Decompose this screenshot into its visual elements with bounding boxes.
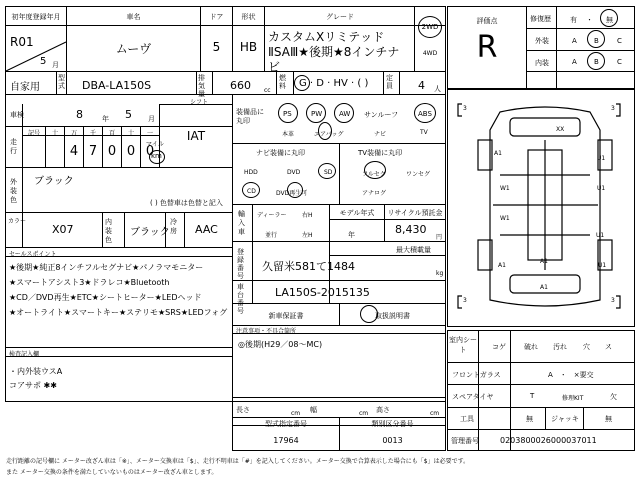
chassis-label: 車台番号: [237, 283, 244, 315]
fix-option-no: 無: [606, 16, 613, 24]
spare-opt-kit: 修理KIT: [562, 395, 584, 402]
diag-mark-a1-bumper: A1: [498, 262, 506, 269]
navi-dvd-play: DVD再生可: [276, 190, 308, 197]
sales-point-3: ★CD／DVD再生★ETC★シートヒーター★LEDヘッド: [9, 293, 202, 302]
control-number-label: 管理番号: [451, 437, 479, 445]
left-hand-label: 左H: [302, 232, 313, 239]
fix-degree-label: 修復歴: [530, 15, 551, 23]
diag-mark-w1-lower: W1: [500, 215, 510, 222]
km-unit: km: [151, 152, 162, 160]
width-unit: cm: [359, 410, 369, 417]
car-name: ムーヴ: [115, 42, 152, 56]
diag-mark-a1-tail: A1: [540, 284, 548, 291]
ex-note-text: ◎後期(H29／08〜MC): [238, 340, 323, 349]
header-shape: 形状: [241, 13, 256, 21]
ext-opt-a: A: [572, 37, 577, 45]
inspection-month: 5: [125, 108, 132, 121]
int-opt-c: C: [617, 58, 622, 66]
mileage-digit-2: 7: [88, 144, 98, 159]
inspection-year: 8: [76, 108, 83, 121]
fix-circle: [600, 9, 618, 27]
displacement-label: 排気量: [198, 74, 205, 98]
tools-value: 無: [526, 415, 533, 423]
year-unit: 年: [102, 115, 109, 123]
mileage-unit-2: 万: [70, 130, 77, 137]
interior-seat-label: 室内シート: [449, 336, 477, 354]
grade-value: カスタムXリミテッドⅡSAⅢ★後期★8インチナビ: [268, 30, 400, 74]
reg-era: R01: [10, 35, 34, 49]
spare-opt-t: T: [530, 392, 535, 400]
inspector-note-2: コアサポ ✱✱: [9, 381, 57, 390]
header-doors: ドア: [209, 13, 224, 21]
model-specified-label: 型式指定番号: [265, 420, 307, 428]
sales-point-4: ★オートライト★スマートキー★ステリモ★SRS★LEDフォグ: [9, 308, 228, 317]
ext-opt-c: C: [617, 37, 622, 45]
exterior-label: 外装: [535, 37, 549, 45]
footer-line-1: 走行距離の記号欄に メーター改ざん車は「※」、メーター交換車は「$」、走行不明車は「#」を記入してください。メーター交換で合算表示した場合にも「$」は必要です。: [6, 458, 470, 465]
ps-circle: [278, 103, 298, 123]
mileage-unit-1: 十: [51, 130, 58, 137]
distance-label: 走行: [10, 138, 17, 155]
seat-opt-burn: コゲ: [492, 343, 506, 351]
equip-tv: TV: [420, 129, 428, 136]
spare-opt-none: 欠: [610, 393, 617, 401]
cd-circle: [242, 182, 260, 198]
drive-4wd: 4WD: [422, 50, 438, 57]
drive-2wd: 2WD: [421, 23, 439, 31]
registration-number: 久留米581て1484: [262, 260, 355, 273]
diag-mark-u1-side: U1: [597, 185, 606, 192]
equip-aw: AW: [339, 110, 351, 118]
footer-line-2: また メーター交換の条件を満たしていないものはメーター改ざん車とします。: [6, 469, 218, 476]
inspector-note-1: ・内外装ウスA: [9, 367, 63, 376]
diag-mark-a1-left: A1: [494, 150, 502, 157]
diag-mark-u1-bumper: U1: [598, 262, 607, 269]
inspection-label: 車検: [10, 111, 24, 119]
new-warranty-label: 新車保証書: [268, 312, 304, 320]
model-year-unit: 年: [348, 231, 355, 239]
interior-circle: [587, 52, 605, 70]
exterior-color-label: 外装色: [10, 178, 17, 204]
equip-sunroof: サンルーフ: [364, 111, 399, 119]
diag-bracket-1: 3: [463, 105, 467, 112]
header-reg-year: 初年度登録年月: [11, 13, 61, 21]
equip-ps: PS: [283, 110, 292, 118]
pw-circle: [306, 103, 326, 123]
reg-month: 5: [40, 56, 47, 67]
seat-opt-tear: 破れ: [524, 343, 538, 351]
navi-dvd: DVD: [287, 169, 301, 176]
width-label: 幅: [310, 406, 317, 414]
fix-option-yes: 有: [570, 16, 577, 24]
dealer-label: ディーラー: [257, 212, 287, 219]
usage-value: 自家用: [10, 82, 40, 93]
reg-month-unit: 月: [52, 61, 59, 69]
spare-tire-label: スペアタイヤ: [452, 393, 494, 401]
navi-label: ナビ装備に丸印: [256, 149, 305, 157]
tv-label: TV装備に丸印: [358, 149, 403, 157]
fuel-options: G · D · HV · ( ): [299, 78, 369, 89]
mileage-digit-3: 0: [107, 144, 117, 159]
diag-mark-u1-rear: U1: [596, 232, 605, 239]
aircon-value: AAC: [195, 223, 218, 236]
manual-circle: [360, 305, 378, 323]
height-unit: cm: [430, 410, 440, 417]
cc-unit: cc: [264, 87, 271, 94]
exterior-color-value: ブラック: [34, 176, 74, 187]
navi-hdd: HDD: [244, 169, 258, 176]
kg-unit: kg: [436, 270, 444, 277]
sales-point-1: ★後期★純正8インチフルセグナビ★パノラマモニター: [9, 263, 204, 272]
interior-label: 内装: [535, 59, 549, 67]
jack-value: 無: [605, 415, 612, 423]
exterior-circle: [587, 30, 605, 48]
inspector-notes-label: 検査記入欄: [9, 351, 40, 358]
seat-opt-su: ス: [605, 343, 612, 351]
interior-color-label: 内装色: [105, 218, 112, 244]
car-diagram: [458, 104, 620, 308]
tv-oneseg: ワンセグ: [406, 171, 431, 178]
diag-mark-a1-rear: A1: [540, 258, 548, 265]
right-hand-label: 右H: [302, 212, 313, 219]
interior-color-value: ブラック: [130, 227, 170, 238]
displacement-value: 660: [230, 79, 251, 92]
person-unit: 人: [434, 85, 441, 93]
seat-opt-hole: 穴: [583, 343, 590, 351]
reg-number-label: 登録番号: [237, 248, 244, 280]
navi-sd: SD: [324, 169, 333, 176]
equip-abs: ABS: [418, 110, 432, 118]
shape-value: HB: [239, 40, 258, 54]
month-unit: 月: [148, 115, 155, 123]
int-opt-a: A: [572, 58, 577, 66]
sd-circle: [318, 163, 336, 179]
rating-box-label: 評価点: [476, 17, 498, 25]
model-label: 型式: [58, 74, 65, 90]
header-grade: グレード: [326, 13, 354, 21]
fuel-label: 燃料: [279, 74, 286, 90]
fullseg-circle: [364, 161, 386, 179]
recycle-label: リサイクル預託金: [387, 209, 443, 217]
parallel-label: 並行: [265, 232, 278, 239]
equip-pw: PW: [311, 110, 323, 118]
diag-mark-w1-upper: W1: [500, 185, 510, 192]
airbag-circle: [318, 122, 332, 140]
equipment-label: 装備品に丸印: [236, 108, 264, 125]
yen-unit: 円: [436, 234, 443, 241]
navi-cd: CD: [247, 188, 256, 195]
control-number-value: 0203800026000037011: [500, 436, 597, 445]
color-code-label: カラー: [8, 218, 27, 225]
fix-dot: ・: [586, 16, 593, 24]
jack-label: ジャッキ: [551, 415, 579, 423]
ext-opt-b: B: [594, 37, 599, 45]
score-value: R: [476, 30, 498, 65]
mileage-unit-0: 記号: [27, 130, 40, 137]
ex-note-label: 注意事項・不具合箇所: [236, 328, 297, 335]
mileage-unit-4: 百: [108, 130, 115, 137]
recycle-value: 8,430: [395, 223, 427, 236]
capacity-label: 定員: [386, 74, 393, 90]
sales-point-label: セールスポイント: [9, 251, 57, 258]
tools-label: 工具: [460, 415, 474, 423]
import-label: 輸入車: [238, 210, 245, 236]
mile-label: マイル: [146, 141, 164, 148]
tv-fullseg: フルセグ: [362, 171, 386, 178]
specified-number: 17964: [273, 436, 299, 445]
mileage-digit-5: 0: [145, 144, 155, 159]
diag-bracket-3: 3: [463, 297, 467, 304]
category-number-label: 類別区分番号: [371, 420, 414, 428]
sales-point-2: ★スマートアシスト3★ドラレコ★Bluetooth: [9, 278, 170, 287]
length-label: 長さ: [236, 406, 250, 414]
capacity-value: 4: [418, 79, 425, 92]
seat-opt-dirt: 汚れ: [553, 343, 567, 351]
aw-circle: [334, 103, 354, 123]
shift-value: IAT: [186, 129, 206, 143]
mileage-unit-6: 一: [146, 130, 153, 137]
dvd-play-circle: [287, 182, 303, 198]
model-year-label: モデル年式: [339, 209, 375, 217]
glass-options: A ・ ×要交: [548, 371, 594, 379]
chassis-number: LA150S-2015135: [275, 286, 370, 299]
fuel-circle: [294, 75, 310, 91]
doors-value: 5: [212, 40, 221, 54]
mileage-digit-1: 4: [69, 144, 79, 159]
tv-analog: アナログ: [362, 190, 387, 197]
abs-circle: [414, 103, 436, 123]
length-unit: cm: [291, 410, 301, 417]
color-note: ( ) 色替車は色替と記入: [150, 199, 223, 207]
shift-label: シフト: [190, 99, 209, 106]
max-load-label: 最大積載量: [396, 246, 431, 254]
header-car-name: 車名: [126, 13, 141, 21]
mileage-digit-4: 0: [126, 144, 136, 159]
mileage-unit-3: 千: [89, 130, 96, 137]
model-code: DBA-LA150S: [82, 79, 152, 92]
equip-leather: 本革: [282, 131, 295, 138]
equip-airbag: エアバッグ: [314, 131, 344, 138]
int-opt-b: B: [594, 58, 599, 66]
diag-mark-xx: XX: [556, 126, 565, 133]
aircon-label: 冷房: [170, 218, 177, 235]
category-number: 0013: [382, 436, 403, 445]
diag-mark-u1-right: U1: [597, 155, 606, 162]
equip-navi: ナビ: [374, 131, 387, 138]
manual-label: 取扱説明書: [375, 312, 410, 320]
color-code-value: X07: [52, 223, 74, 236]
front-glass-label: フロントガラス: [452, 371, 501, 379]
height-label: 高さ: [376, 406, 390, 414]
mileage-unit-5: 十: [127, 130, 134, 137]
diag-bracket-4: 3: [611, 297, 615, 304]
diag-bracket-2: 3: [611, 105, 615, 112]
